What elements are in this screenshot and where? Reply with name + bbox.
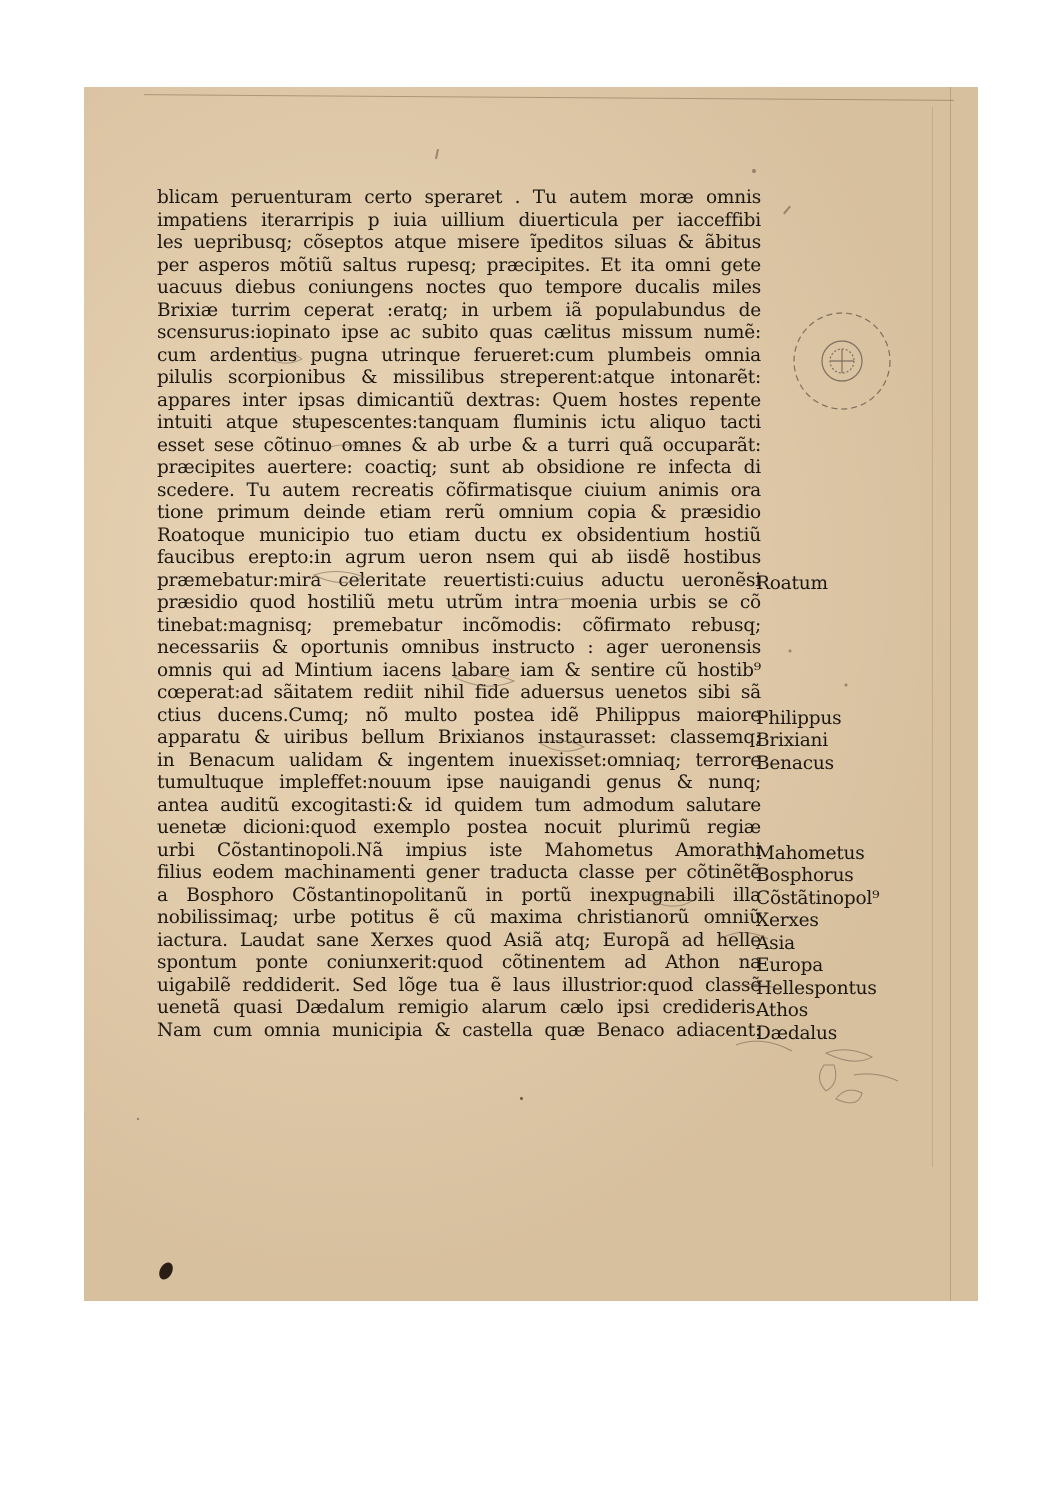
margin-note: Xerxes bbox=[756, 910, 819, 931]
text-line: uenetæ dicioni:quod exemplo postea nocuit plurimũ regiæ bbox=[157, 817, 761, 838]
text-line: præmebatur:mira celeritate reuertisti:cuius aductu ueronẽsi bbox=[157, 569, 761, 591]
text-line: cum ardentius pugna utrinque ferueret:cum plumbeis omnia bbox=[157, 344, 761, 366]
text-line: appares inter ipsas dimicantiũ dextras: Quem hostes repente bbox=[157, 389, 761, 411]
text-line: Brixiæ turrim ceperat :eratq; in urbem iã populabundus de bbox=[157, 299, 761, 321]
text-line: esset sese cõtinuo omnes & ab urbe & a turri quã occuparãt: bbox=[157, 434, 761, 456]
margin-note: Hellespontus bbox=[756, 977, 877, 999]
ink-blot bbox=[156, 1260, 175, 1282]
text-line: Roatoque municipio tuo etiam ductu ex obsidentium hostiũ bbox=[157, 524, 761, 546]
margin-note: Roatum bbox=[756, 572, 828, 594]
text-line: præcipites auertere: coactiq; sunt ab obsidione re infecta di bbox=[157, 457, 761, 478]
text-line: uigabilẽ reddiderit. Sed lõge tua ẽ laus illustrior:quod classẽ bbox=[157, 974, 761, 996]
text-line: a Bosphoro Cõstantinopolitanũ in portũ inexpugnabili illa bbox=[157, 884, 761, 906]
text-line: pilulis scorpionibus & missilibus streperent:atque intonarẽt: bbox=[157, 367, 761, 388]
pen-tick bbox=[435, 149, 439, 159]
text-line: antea auditũ excogitasti:& id quidem tum admodum salutare bbox=[157, 794, 761, 816]
text-line: les uepribusq; cõseptos atque misere ĩpeditos siluas & ãbitus bbox=[157, 232, 761, 253]
text-line: scedere. Tu autem recreatis cõfirmatisque ciuium animis ora bbox=[157, 479, 761, 501]
pen-dot bbox=[789, 650, 792, 653]
text-line: spontum ponte coniunxerit:quod cõtinentem ad Athon na bbox=[157, 952, 761, 973]
text-line: præsidio quod hostiliũ metu utrũm intra moenia urbis se cõ bbox=[157, 592, 761, 613]
scribble-mark bbox=[854, 1074, 898, 1081]
text-line: intuiti atque stupescentes:tanquam fluminis ictu aliquo tacti bbox=[157, 412, 761, 433]
text-line: apparatu & uiribus bellum Brixianos instaurasset: classemq; bbox=[157, 727, 761, 748]
text-line: iactura. Laudat sane Xerxes quod Asiã atq; Europã ad helle bbox=[157, 929, 761, 951]
text-line: nobilissimaq; urbe potitus ẽ cũ maxima christianorũ omniũ bbox=[157, 907, 761, 928]
text-line: cœperat:ad sãitatem rediit nihil fide aduersus uenetos sibi sã bbox=[157, 682, 761, 703]
margin-note: Philippus bbox=[756, 707, 842, 729]
margin-note: Cõstãtinopol⁹ bbox=[756, 887, 880, 909]
paper-speck bbox=[520, 1097, 523, 1100]
margin-note: Brixiani bbox=[756, 730, 828, 751]
pen-dot bbox=[137, 1118, 139, 1120]
library-stamp bbox=[790, 309, 894, 413]
margin-note: Benacus bbox=[756, 752, 834, 774]
scribble-mark bbox=[819, 1065, 835, 1091]
text-line: tinebat:magnisq; premebatur incõmodis: cõfirmato rebusq; bbox=[157, 614, 761, 636]
margin-note: Mahometus bbox=[756, 842, 865, 864]
text-line: urbi Cõstantinopoli.Nã impius iste Mahometus Amorathi bbox=[157, 839, 761, 861]
margin-note: Europa bbox=[756, 955, 824, 976]
margin-note: Dædalus bbox=[756, 1022, 838, 1044]
text-line: faucibus erepto:in agrum ueron nsem qui ab iisdẽ hostibus bbox=[157, 547, 761, 568]
text-line: uenetã quasi Dædalum remigio alarum cælo ipsi credideris. bbox=[157, 997, 761, 1018]
text-line: tumultuque impleffet:nouum ipse nauigandi genus & nunq; bbox=[157, 772, 761, 793]
text-line: blicam peruenturam certo speraret . Tu autem moræ omnis bbox=[157, 187, 761, 208]
text-line: tione primum deinde etiam rerũ omnium copia & præsidio bbox=[157, 502, 761, 523]
text-line: omnis qui ad Mintium iacens labare iam & sentire cũ hostib⁹ bbox=[157, 659, 761, 681]
top-edge-rule bbox=[144, 94, 954, 101]
text-line: uacuus diebus coniungens noctes quo tempore ducalis miles bbox=[157, 277, 761, 298]
text-line: scensurus:iopinato ipse ac subito quas cælitus missum numẽ: bbox=[157, 322, 761, 343]
text-line: filius eodem machinamenti gener traducta classe per cõtinẽtẽ bbox=[157, 862, 761, 883]
text-line: necessariis & oportunis omnibus instructo : ager ueronensis bbox=[157, 637, 761, 658]
scribble-mark bbox=[836, 1090, 862, 1103]
text-line: per asperos mõtiũ saltus rupesq; præcipites. Et ita omni gete bbox=[157, 254, 761, 276]
page-edge-line bbox=[932, 107, 933, 1167]
text-line: ctius ducens.Cumq; nõ multo postea idẽ Philippus maiore bbox=[157, 704, 761, 726]
margin-note: Athos bbox=[756, 1000, 809, 1021]
text-line: impatiens iterarripis p iuia uillium diuerticula per iacceffibi bbox=[157, 209, 761, 231]
margin-note: Bosphorus bbox=[756, 865, 854, 886]
pen-dot bbox=[752, 169, 756, 173]
pen-tick bbox=[783, 206, 791, 215]
scribble-mark bbox=[826, 1050, 872, 1061]
text-line: in Benacum ualidam & ingentem inuexisset:omniaq; terrore bbox=[157, 749, 761, 771]
page-scan bbox=[84, 87, 978, 1301]
pen-dot bbox=[845, 684, 848, 687]
text-line: Nam cum omnia municipia & castella quæ Benaco adiacent: bbox=[157, 1019, 761, 1041]
margin-note: Asia bbox=[756, 932, 796, 954]
page-edge-line bbox=[950, 87, 951, 1301]
